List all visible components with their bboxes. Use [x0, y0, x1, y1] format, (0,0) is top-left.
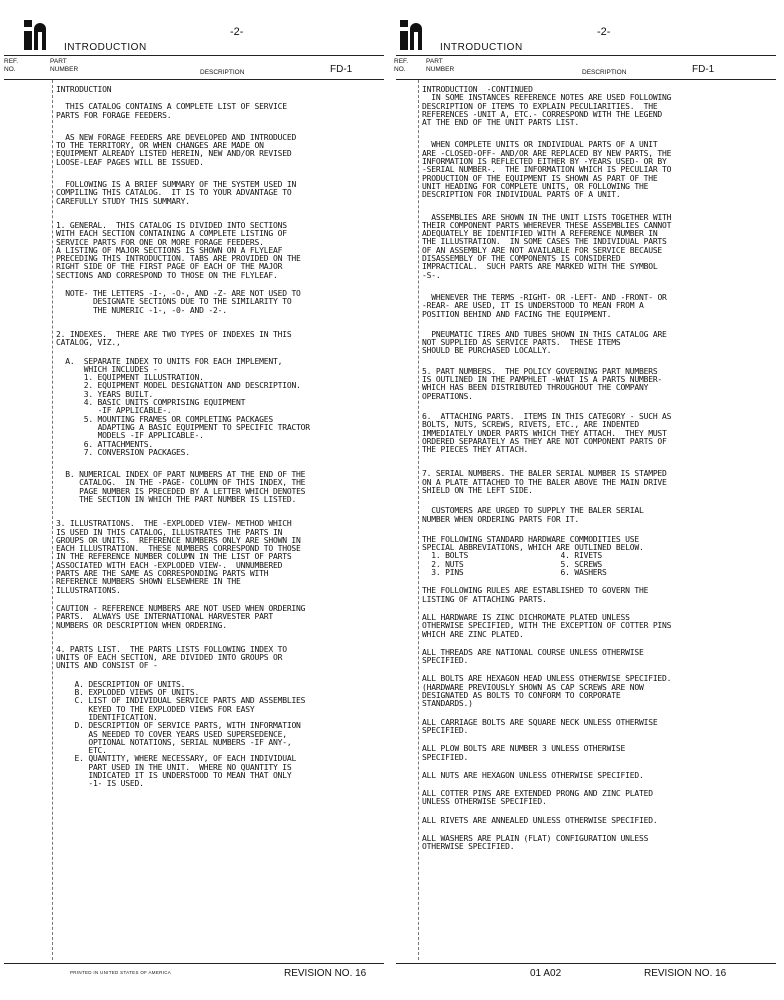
paragraph: 1. GENERAL. THIS CATALOG IS DIVIDED INTO SECTIONS WITH EACH SECTION CONTAINING A COMPLETE LISTING OF SERVICE PARTS FOR ONE OR MORE FORAGE FEEDERS. A LISTING OF MAJOR SECTIONS IS SHOWN ON A FLYLEAF PRECEDING THIS INTRODUCTION. TABS ARE PROVIDED ON THE RIGHT SIDE OF THE FIRST PAGE OF EACH OF THE MAJOR SECTIONS AND CORRESPOND TO THOSE ON THE FLYLEAF. — [56, 220, 301, 280]
part-number-header: PART NUMBER — [50, 58, 79, 73]
section-code: FD-1 — [330, 64, 353, 75]
column-divider — [418, 80, 419, 960]
revision-number: REVISION NO. 16 — [284, 968, 367, 979]
paragraph: A. SEPARATE INDEX TO UNITS FOR EACH IMPLEMENT, WHICH INCLUDES - 1. EQUIPMENT ILLUSTRATION. 2. EQUIPMENT MODEL DESIGNATION AND DESCRIPTION. 3. YEARS BUILT. 4. BASIC UNITS COMPRISING EQUIPMENT -IF APPLICABLE-. 5. MOUNTING FRAMES OR COMPLETING PACKAGES ADAPTING A BASIC EQUIPMENT TO SPECIFIC TRACTOR MODELS -IF APPLICABLE-. 6. ATTACHMENTS. 7. CONVERSION PACKAGES. — [65, 356, 310, 457]
paragraph: B. NUMERICAL INDEX OF PART NUMBERS AT THE END OF THE CATALOG. IN THE -PAGE- COLUMN OF THIS INDEX, THE PAGE NUMBER IS PRECEDED BY A LETTER WHICH DENOTES THE SECTION IN WHICH THE PART NUMBER IS LISTED. — [65, 470, 306, 504]
paragraph: ALL THREADS ARE NATIONAL COURSE UNLESS OTHERWISE SPECIFIED. — [422, 647, 644, 666]
paragraph: ALL BOLTS ARE HEXAGON HEAD UNLESS OTHERWISE SPECIFIED. (HARDWARE PREVIOUSLY SHOWN AS CAP SCREWS ARE NOW DESIGNATED AS BOLTS TO CONFORM TO CORPORATE STANDARDS.) — [422, 674, 672, 709]
part-number-header: PART NUMBER — [426, 58, 455, 73]
paragraph: WHENEVER THE TERMS -RIGHT- OR -LEFT- AND -FRONT- OR -REAR- ARE USED, IT IS UNDERSTOOD TO MEAN FROM A POSITION BEHIND AND FACING THE EQUIPMENT. — [422, 292, 667, 319]
page-title: INTRODUCTION — [64, 42, 147, 53]
paragraph: 6. ATTACHING PARTS. ITEMS IN THIS CATEGORY - SUCH AS BOLTS, NUTS, SCREWS, RIVETS, ETC., ARE INDENTED IMMEDIATELY UNDER PARTS WHICH THEY ATTACH. THEY MUST ORDERED SEPARATELY AS THEY ARE NOT COMPONENT PARTS OF THE PIECES THEY ATTACH. — [422, 411, 672, 455]
description-header: DESCRIPTION — [582, 69, 627, 76]
paragraph: CAUTION - REFERENCE NUMBERS ARE NOT USED WHEN ORDERING PARTS. ALWAYS USE INTERNATIONAL HARVESTER PART NUMBERS OR DESCRIPTION WHEN ORDERING. — [56, 603, 306, 630]
header-rule — [396, 55, 776, 56]
ref-no-header: REF. NO. — [394, 58, 409, 73]
paragraph: ALL HARDWARE IS ZINC DICHROMATE PLATED UNLESS OTHERWISE SPECIFIED, WITH THE EXCEPTION OF COTTER PINS WHICH ARE ZINC PLATED. — [422, 612, 672, 639]
printed-note: PRINTED IN UNITED STATES OF AMERICA — [70, 970, 172, 975]
paragraph: NOTE- THE LETTERS -I-, -O-, AND -Z- ARE NOT USED TO DESIGNATE SECTIONS DUE TO THE SIMILARITY TO THE NUMERIC -1-, -0- AND -2-. — [65, 289, 301, 315]
paragraph: ALL NUTS ARE HEXAGON UNLESS OTHERWISE SPECIFIED. — [422, 770, 644, 780]
ih-logo-icon — [24, 20, 46, 50]
paragraph: PNEUMATIC TIRES AND TUBES SHOWN IN THIS CATALOG ARE NOT SUPPLIED AS SERVICE PARTS. THESE ITEMS SHOULD BE PURCHASED LOCALLY. — [422, 329, 667, 356]
column-divider — [52, 80, 53, 960]
paragraph: 7. SERIAL NUMBERS. THE BALER SERIAL NUMBER IS STAMPED ON A PLATE ATTACHED TO THE BALER ABOVE THE MAIN DRIVE SHIELD ON THE LEFT SIDE. — [422, 469, 667, 495]
header-bottom-rule — [396, 79, 776, 80]
paragraph: ALL PLOW BOLTS ARE NUMBER 3 UNLESS OTHERWISE SPECIFIED. — [422, 744, 626, 762]
paragraph: A. DESCRIPTION OF UNITS. B. EXPLODED VIEWS OF UNITS. C. LIST OF INDIVIDUAL SERVICE PARTS AND ASSEMBLIES KEYED TO THE EXPLODED VIEWS FOR EASY IDENTIFICATION. D. DESCRIPTION OF SERVICE PARTS, WITH INFORMATION AS NEEDED TO COVER YEARS USED SUPERSEDENCE, OPTIONAL NOTATIONS, SERIAL NUMBERS -IF ANY-, ETC. E. QUANTITY, WHERE NECESSARY, OF EACH INDIVIDUAL PART USED IN THE UNIT. WHERE NO QUANTITY IS INDICATED IT IS UNDERSTOOD TO MEAN THAT ONLY -1- IS USED. — [74, 679, 306, 789]
page-number: -2- — [230, 26, 244, 38]
page-title: INTRODUCTION — [440, 42, 523, 53]
right-page — [392, 0, 784, 1000]
ih-logo-icon — [400, 20, 422, 50]
paragraph: ALL COTTER PINS ARE EXTENDED PRONG AND ZINC PLATED UNLESS OTHERWISE SPECIFIED. — [422, 789, 653, 807]
paragraph: INTRODUCTION — [56, 85, 112, 94]
paragraph: THE FOLLOWING RULES ARE ESTABLISHED TO GOVERN THE LISTING OF ATTACHING PARTS. — [422, 586, 649, 604]
paragraph: THIS CATALOG CONTAINS A COMPLETE LIST OF SERVICE PARTS FOR FORAGE FEEDERS. — [56, 102, 287, 120]
page-number: -2- — [597, 26, 611, 38]
paragraph: 5. PART NUMBERS. THE POLICY GOVERNING PART NUMBERS IS OUTLINED IN THE PAMPHLET -WHAT IS A PARTS NUMBER- WHICH HAS BEEN DISTRIBUTED THROUGHOUT THE COMPANY OPERATIONS. — [422, 366, 663, 401]
paragraph: FOLLOWING IS A BRIEF SUMMARY OF THE SYSTEM USED IN COMPILING THIS CATALOG. IT IS TO YOUR ADVANTAGE TO CAREFULLY STUDY THIS SUMMARY. — [56, 180, 297, 206]
paragraph: ALL CARRIAGE BOLTS ARE SQUARE NECK UNLESS OTHERWISE SPECIFIED. — [422, 717, 658, 735]
paragraph: 4. PARTS LIST. THE PARTS LISTS FOLLOWING INDEX TO UNITS OF EACH SECTION, ARE DIVIDED INTO GROUPS OR UNITS AND CONSIST OF - — [56, 644, 287, 671]
document-code: 01 A02 — [530, 968, 562, 979]
paragraph: 2. INDEXES. THERE ARE TWO TYPES OF INDEXES IN THIS CATALOG, VIZ., — [56, 329, 292, 348]
paragraph: AS NEW FORAGE FEEDERS ARE DEVELOPED AND INTRODUCED TO THE TERRITORY, OR WHEN CHANGES ARE MADE ON EQUIPMENT ALREADY LISTED HEREIN, NEW AND/OR REVISED LOOSE-LEAF PAGES WILL BE ISSUED. — [56, 132, 297, 167]
paragraph: ALL RIVETS ARE ANNEALED UNLESS OTHERWISE SPECIFIED. — [422, 815, 658, 825]
revision-number: REVISION NO. 16 — [644, 968, 727, 979]
paragraph: 3. ILLUSTRATIONS. THE -EXPLODED VIEW- METHOD WHICH IS USED IN THIS CATALOG, ILLUSTRATES THE PARTS IN GROUPS OR UNITS. REFERENCE NUMBERS ONLY ARE SHOWN IN EACH ILLUSTRATION. THESE NUMBERS CORRESPOND TO THOSE IN THE REFERENCE NUMBER COLUMN IN THE LIST OF PARTS ASSOCIATED WITH EACH -EXPLODED VIEW-. UNNUMBERED PARTS ARE THE SAME AS CORRESPONDING PARTS WITH REFERENCE NUMBERS SHOWN ELSEWHERE IN THE ILLUSTRATIONS. — [56, 519, 301, 595]
paragraph: ASSEMBLIES ARE SHOWN IN THE UNIT LISTS TOGETHER WITH THEIR COMPONENT PARTS WHEREVER THESE ASSEMBLIES CANNOT ADEQUATELY BE IDENTIFIED WITH A REFERENCE NUMBER IN THE ILLUSTRATION. IN SOME CASES THE INDIVIDUAL PARTS OF AN ASSEMBLY ARE NOT AVAILABLE FOR SERVICE BECAUSE DISASSEMBLY OF THE COMPONENTS IS CONSIDERED IMPRACTICAL. SUCH PARTS ARE MARKED WITH THE SYMBOL -S-. — [422, 212, 672, 280]
ref-no-header: REF. NO. — [4, 58, 19, 73]
left-body-text — [56, 86, 382, 789]
section-code: FD-1 — [692, 64, 715, 75]
right-body-text — [422, 86, 774, 852]
header-bottom-rule — [4, 79, 384, 80]
paragraph: THE FOLLOWING STANDARD HARDWARE COMMODITIES USE SPECIAL ABBREVIATIONS, WHICH ARE OUTLINED BELOW. 1. BOLTS 4. RIVETS 2. NUTS 5. SCREWS 3. PINS 6. WASHERS — [422, 534, 644, 578]
paragraph: INTRODUCTION -CONTINUED IN SOME INSTANCES REFERENCE NOTES ARE USED FOLLOWING DESCRIPTION OF ITEMS TO EXPLAIN PECULIARITIES. THE REFERENCES -UNIT A, ETC.- CORRESPOND WITH THE LEGEND AT THE END OF THE UNIT PARTS LIST. — [422, 85, 672, 128]
footer-rule — [4, 963, 384, 964]
paragraph: WHEN COMPLETE UNITS OR INDIVIDUAL PARTS OF A UNIT ARE -CLOSED-OFF- AND/OR ARE REPLACED BY NEW PARTS, THE INFORMATION IS REFLECTED EITHER BY -YEARS USED- OR BY -SERIAL NUMBER-. THE INFORMATION WHICH IS PECULIAR TO PRODUCTION OF THE EQUIPMENT IS SHOWN AS PART OF THE UNIT HEADING FOR COMPLETE UNITS, OR FOLLOWING THE DESCRIPTION FOR INDIVIDUAL PARTS OF A UNIT. — [422, 140, 672, 200]
header-rule — [4, 55, 384, 56]
description-header: DESCRIPTION — [200, 69, 245, 76]
paragraph: ALL WASHERS ARE PLAIN (FLAT) CONFIGURATION UNLESS OTHERWISE SPECIFIED. — [422, 834, 649, 852]
paragraph: CUSTOMERS ARE URGED TO SUPPLY THE BALER SERIAL NUMBER WHEN ORDERING PARTS FOR IT. — [422, 506, 644, 524]
footer-rule — [396, 963, 776, 964]
